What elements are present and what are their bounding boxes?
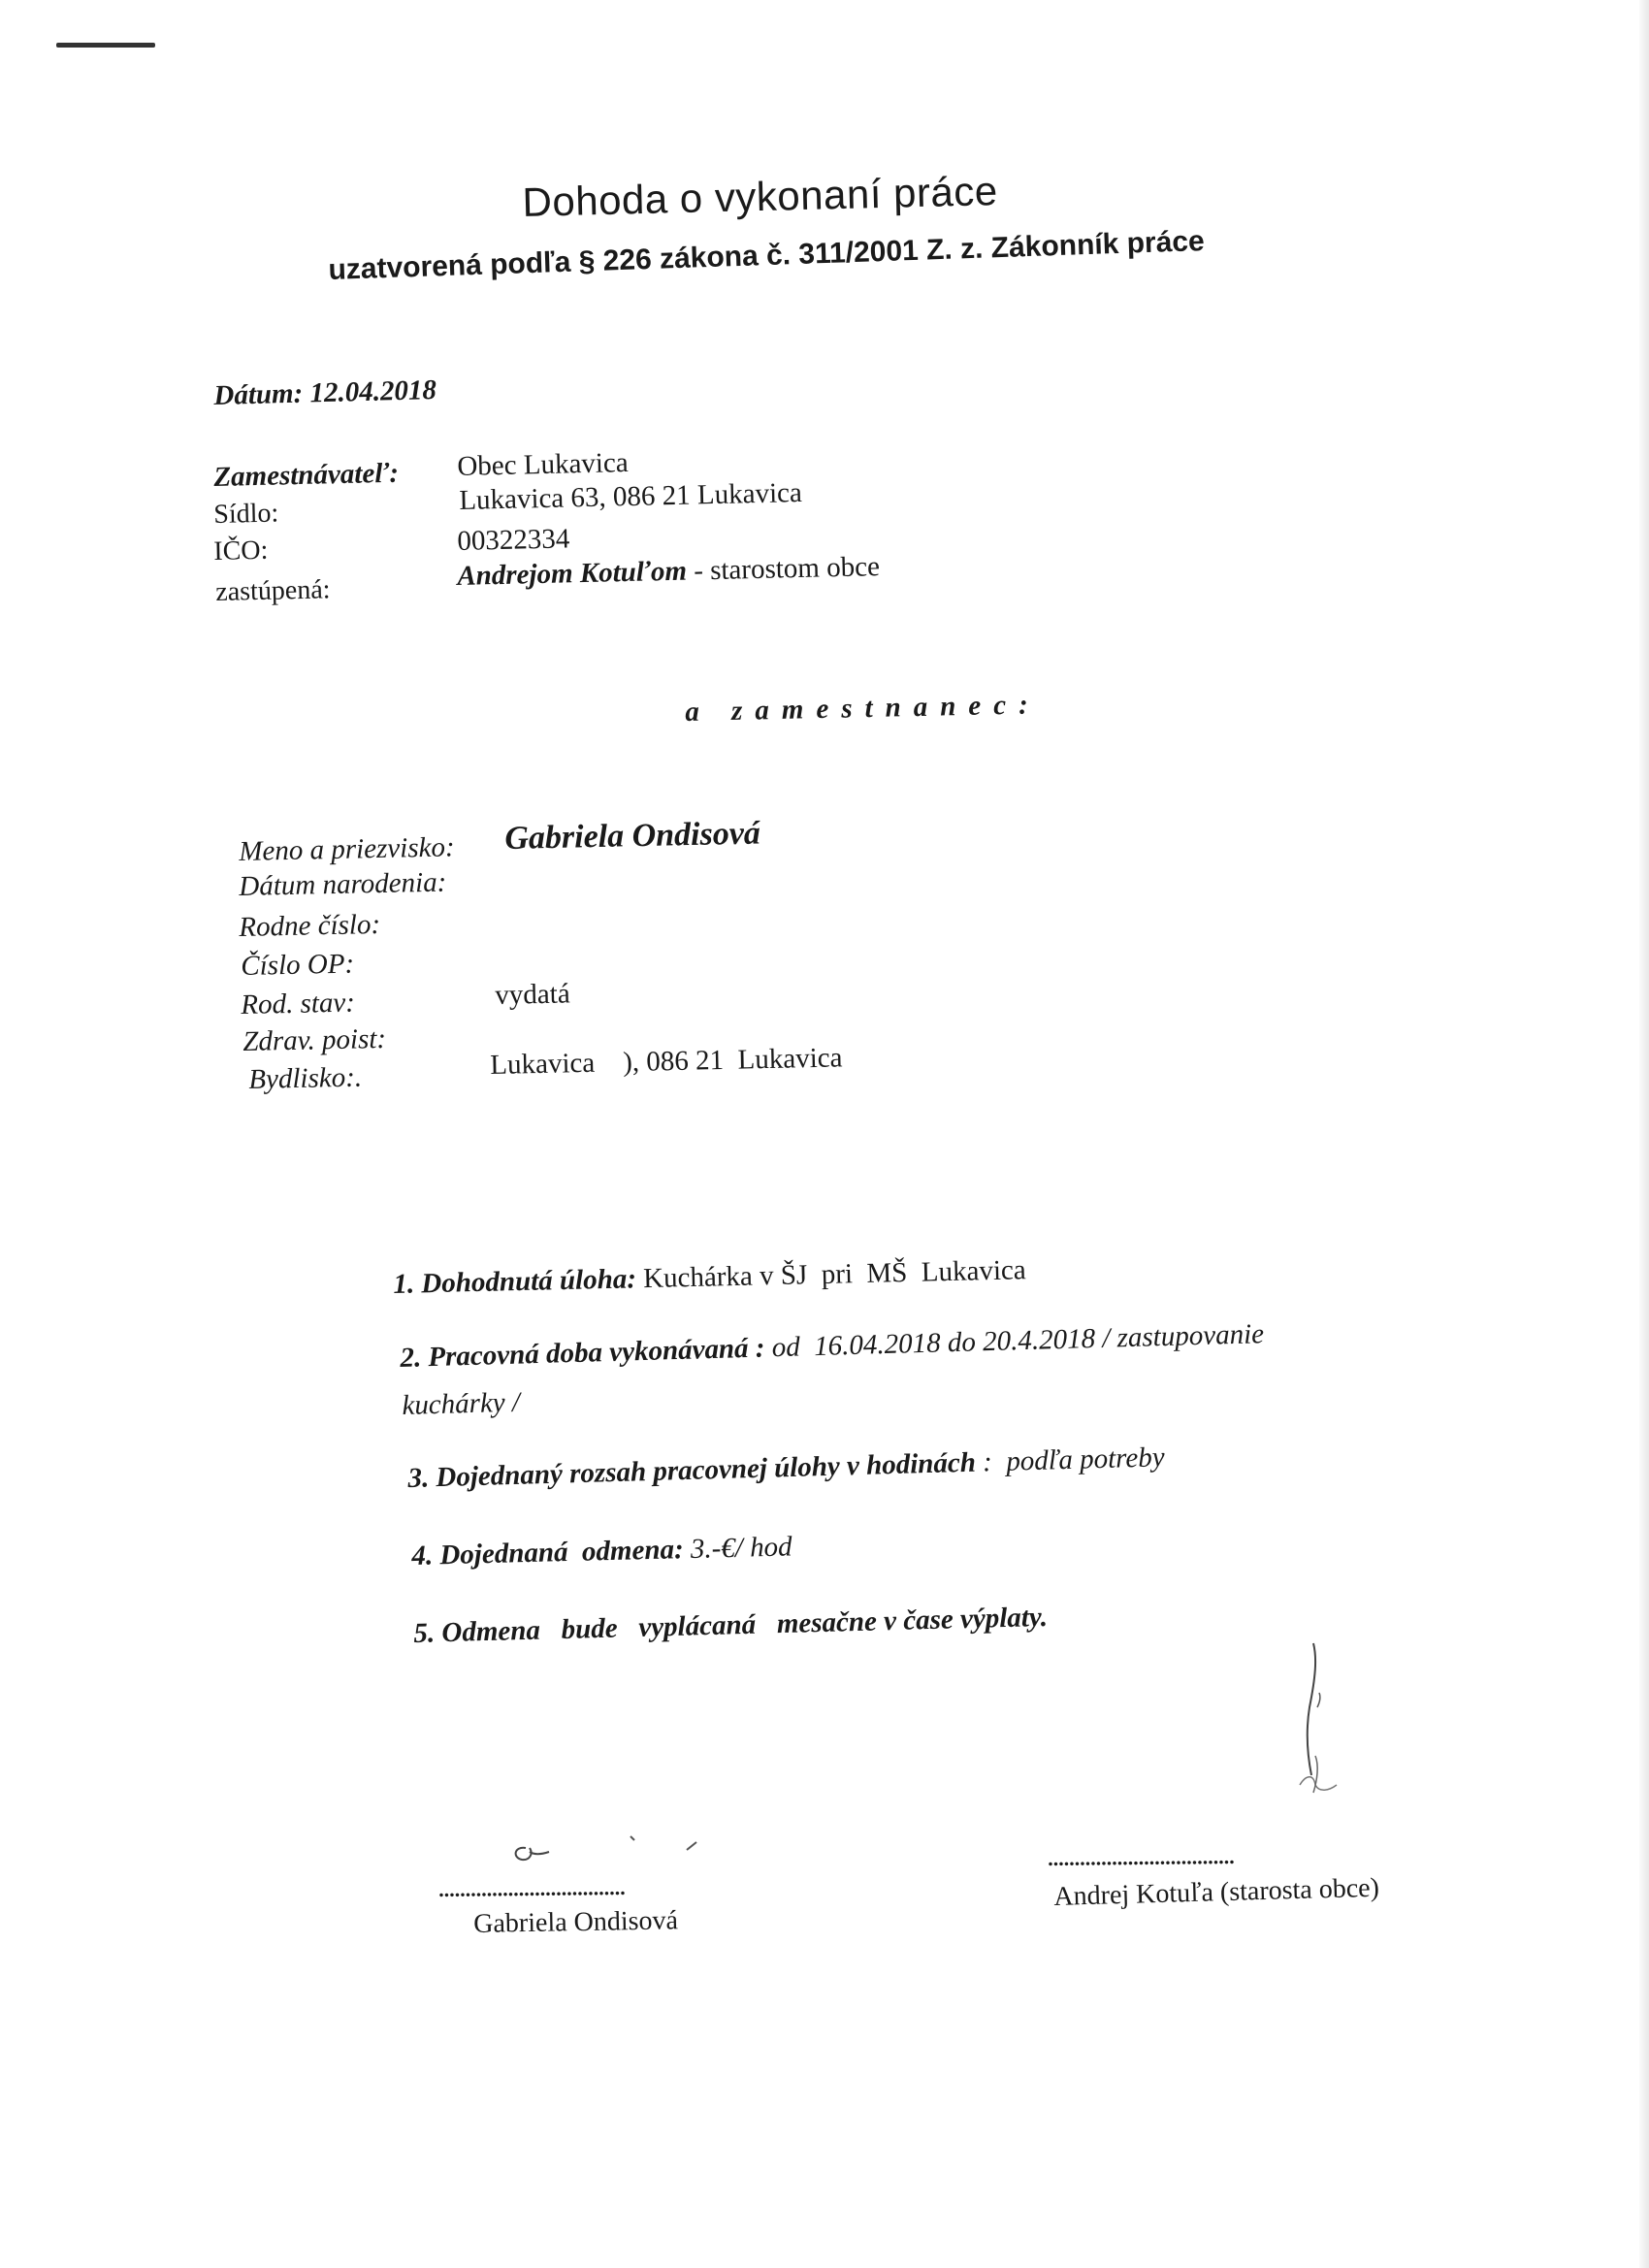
birth-number-label: Rodne číslo: xyxy=(239,908,381,943)
term-3-number: 3. xyxy=(407,1462,430,1494)
address-value: Lukavica ), 086 21 Lukavica xyxy=(490,1042,843,1081)
ico-label: IČO: xyxy=(213,535,269,567)
seat-value: Lukavica 63, 086 21 Lukavica xyxy=(459,476,803,516)
representative-role: - starostom obce xyxy=(686,551,881,587)
employer-label: Zamestnávateľ: xyxy=(213,457,400,493)
ico-value: 00322334 xyxy=(457,523,570,557)
scan-mark xyxy=(56,43,155,48)
term-5-number: 5. xyxy=(413,1617,436,1649)
employer-signature-name: Andrej Kotuľa (starosta obce) xyxy=(1053,1872,1380,1912)
term-5 xyxy=(413,1602,1048,1650)
employee-signature-scribble xyxy=(504,1829,718,1867)
date-row xyxy=(213,374,436,412)
seat-label: Sídlo: xyxy=(213,498,279,530)
marital-status-label: Rod. stav: xyxy=(241,987,356,1021)
employee-name: Gabriela Ondisová xyxy=(504,815,761,857)
dob-label: Dátum narodenia: xyxy=(239,866,447,902)
date-label: Dátum: xyxy=(213,377,304,411)
term-2-number: 2. xyxy=(400,1342,422,1374)
employee-header: a zamestnanec: xyxy=(685,689,1042,728)
term-2-label: Pracovná doba vykonávaná : xyxy=(427,1332,765,1374)
employee-signature-name: Gabriela Ondisová xyxy=(473,1905,679,1939)
representative-name: Andrejom Kotuľom xyxy=(457,555,688,592)
term-2-value: od 16.04.2018 do 20.4.2018 / zastupovanie xyxy=(764,1318,1265,1364)
scan-edge xyxy=(1639,0,1649,2268)
date-value: 12.04.2018 xyxy=(309,373,437,409)
term-2 xyxy=(400,1318,1264,1375)
employer-signature-line: ................................... xyxy=(1048,1843,1235,1870)
term-5-label: Odmena bude vyplácaná mesačne v čase výplaty. xyxy=(440,1601,1049,1649)
term-1-label: Dohodnutá úloha: xyxy=(420,1263,637,1300)
term-4-value: 3.-€/ hod xyxy=(683,1531,792,1566)
employer-name: Obec Lukavica xyxy=(457,446,630,482)
employee-name-label: Meno a priezvisko: xyxy=(239,831,455,867)
employer-signature-scribble xyxy=(1280,1639,1358,1804)
employee-signature-line: ................................... xyxy=(438,1874,626,1901)
address-label: Bydlisko:. xyxy=(248,1061,363,1095)
marital-status-value: vydatá xyxy=(495,978,570,1011)
term-3-label: Dojednaný rozsah pracovnej úlohy v hodinách xyxy=(435,1446,977,1494)
term-4 xyxy=(411,1531,792,1572)
representative-row xyxy=(457,551,880,593)
term-1 xyxy=(393,1254,1026,1301)
term-4-label: Dojednaná odmena: xyxy=(438,1534,685,1571)
term-4-number: 4. xyxy=(411,1539,434,1571)
representative-label: zastúpená: xyxy=(215,574,331,607)
term-1-value: Kuchárka v ŠJ pri MŠ Lukavica xyxy=(635,1254,1027,1295)
term-1-number: 1. xyxy=(393,1268,415,1300)
document-subtitle: uzatvorená podľa § 226 zákona č. 311/2001 Z. z. Zákonník práce xyxy=(328,225,1206,286)
term-3-value: : podľa potreby xyxy=(975,1442,1166,1478)
term-3 xyxy=(407,1442,1165,1495)
health-insurance-label: Zdrav. poist: xyxy=(242,1022,387,1057)
document-title: Dohoda o vykonaní práce xyxy=(522,168,999,225)
id-card-label: Číslo OP: xyxy=(241,948,355,982)
term-2-continuation: kuchárky / xyxy=(402,1386,521,1421)
